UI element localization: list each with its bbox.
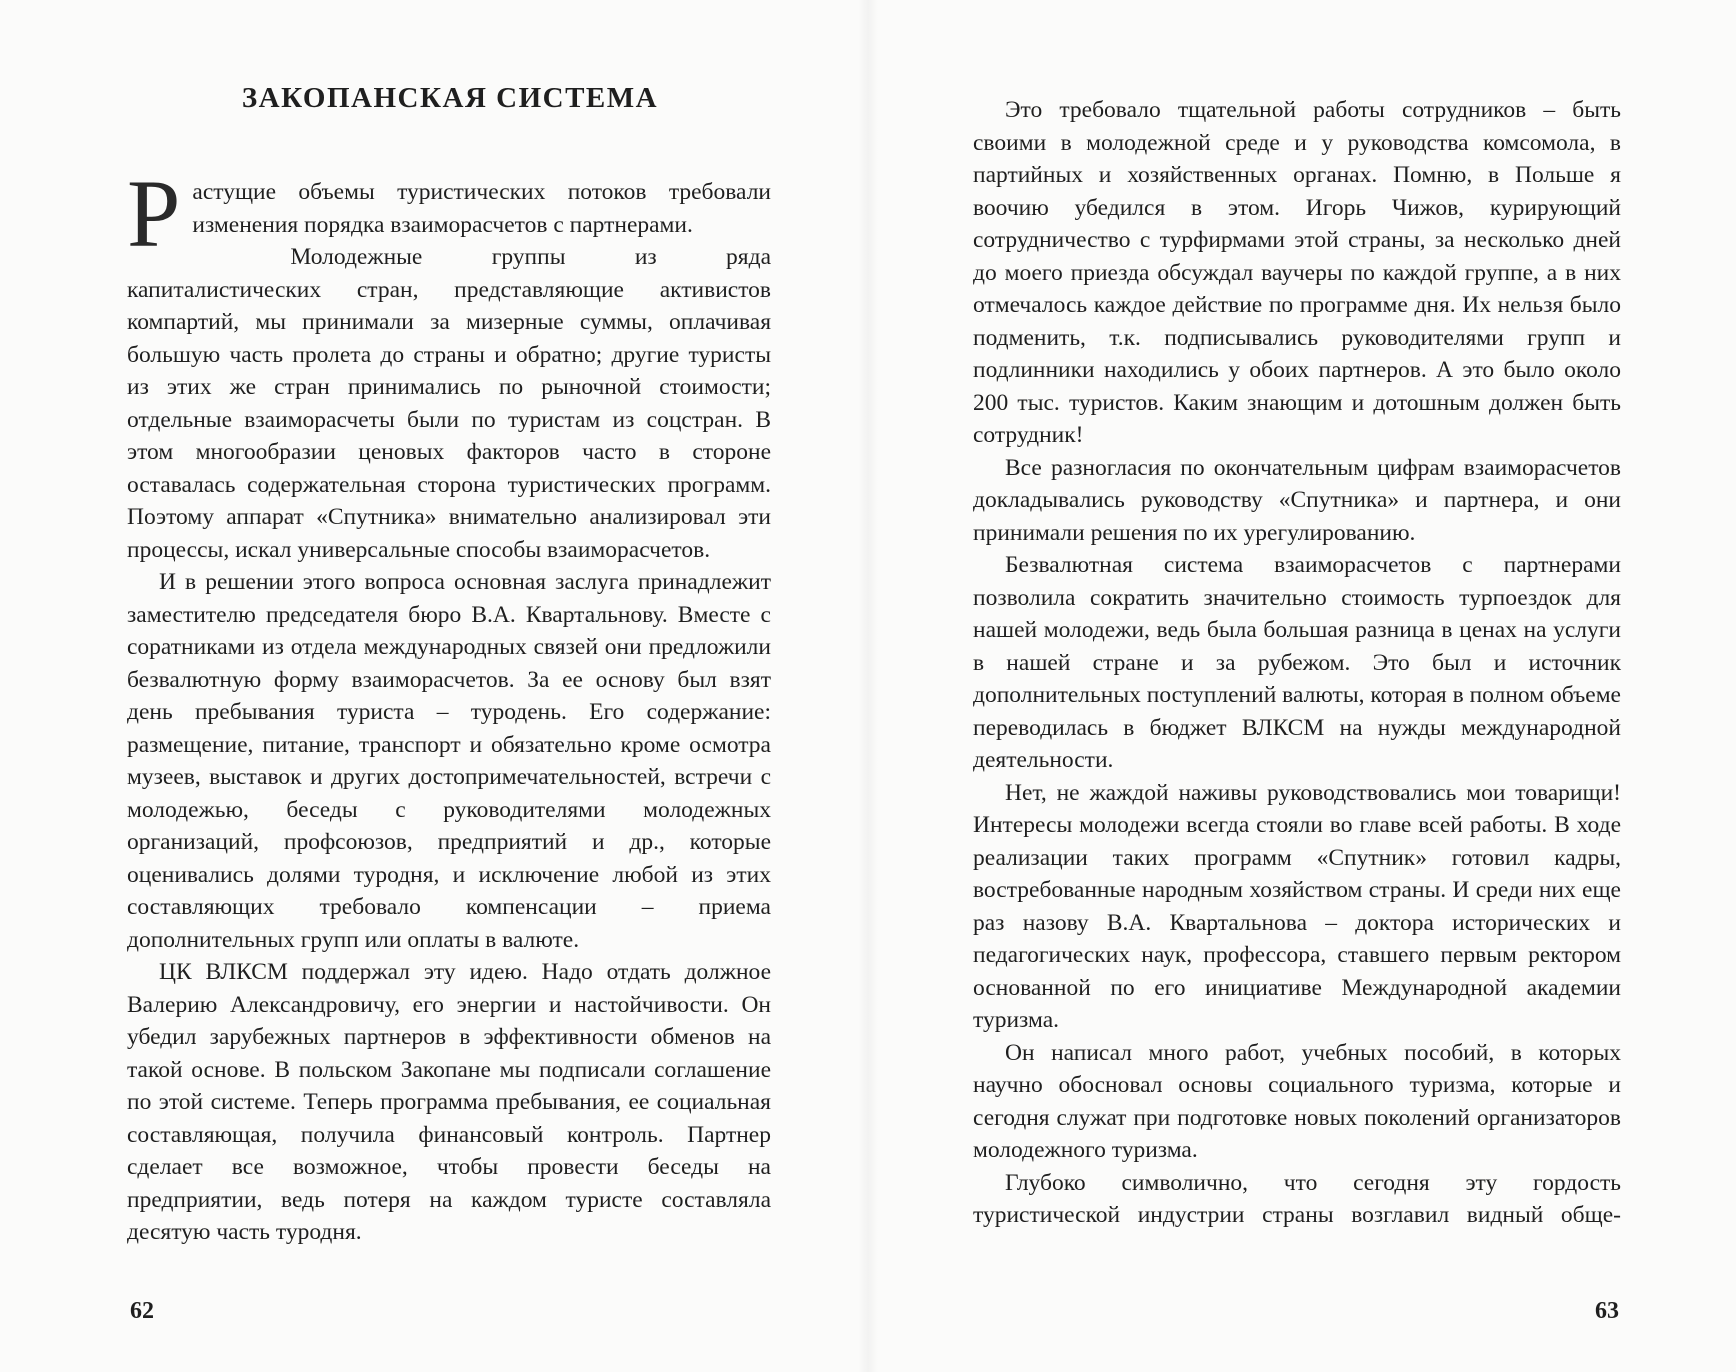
page-number: 62 (130, 1298, 154, 1324)
paragraph: Безвалютная система взаиморасчетов с партнерами позволила сократить значительно стоимость турпоездок для нашей молодежи, ведь была большая разница в ценах на услуги в нашей стране и за рубежом. Это был и источник дополнительных поступлений валюты, которая в полном объеме переводилась в бюджет ВЛКСМ на нужды международной деятельности. (973, 552, 1621, 773)
left-page-text (127, 160, 771, 1249)
right-page-text (973, 94, 1621, 1232)
right-page (868, 0, 1736, 1372)
opening-paragraph-text: астущие объемы туристических потоков требовали изменения порядка взаиморасчетов с партнерами. (192, 179, 771, 238)
chapter-title: ЗАКОПАНСКАЯ СИСТЕМА (241, 82, 659, 114)
opening-paragraph-continuation: Молодежные группы из ряда капиталистических стран, представляющие активистов компартий, мы принимали за мизерные суммы, оплачивая большую часть пролета до страны и обратно; другие туристы из этих же стран принимались по рыночной стоимости; отдельные взаиморасчеты были по туристам из соцстран. В этом многообразии ценовых факторов часто в стороне оставалась содержательная сторона туристических программ. Поэтому аппарат «Спутника» внимательно анализировал эти процессы, искал универсальные способы взаиморасчетов. (127, 244, 771, 563)
paragraph: Он написал много работ, учебных пособий, в которых научно обосновал основы социального туризма, которые и сегодня служат при подготовке новых поколений организаторов молодежного туризма. (973, 1039, 1621, 1163)
drop-cap: Р (127, 160, 181, 267)
paragraph: Это требовало тщательной работы сотрудников – быть своими в молодежной среде и у руководства комсомола, в партийных и хозяйственных органах. Помню, в Польше я воочию убедился в этом. Игорь Чижов, курирующий сотрудничество с турфирмами этой страны, за несколько дней до моего приезда обсуждал ваучеры по каждой группе, а в них отмечалось каждое действие по программе дня. Их нельзя было подменить, т.к. подписывались руководителями групп и подлинники находились у обоих партнеров. А это было около 200 тыс. туристов. Каким знающим и дотошным должен быть сотрудник! (973, 97, 1621, 448)
paragraph: И в решении этого вопроса основная заслуга принадлежит заместителю председателя бюро В.А. Квартальнову. Вместе с соратниками из отдела международных связей они предложили безвалютную форму взаиморасчетов. За ее основу был взят день пребывания туриста – туродень. Его содержание: размещение, питание, транспорт и обязательно кроме осмотра музеев, выставок и других достопримечательностей, встречи с молодежью, беседы с руководителями молодежных организаций, профсоюзов, предприятий и др., которые оценивались долями туродня, и исключение любой из этих составляющих требовало компенсации – приема дополнительных групп или оплаты в валюте. (127, 569, 771, 953)
paragraph: ЦК ВЛКСМ поддержал эту идею. Надо отдать должное Валерию Александровичу, его энергии и настойчивости. Он убедил зарубежных партнеров в эффективности обменов на такой основе. В польском Закопане мы подписали соглашение по этой системе. Теперь программа пребывания, ее социальная составляющая, получила финансовый контроль. Партнер сделает все возможное, чтобы провести беседы на предприятии, ведь потеря на каждом туристе составляла десятую часть туродня. (127, 959, 771, 1245)
opening-paragraph (127, 160, 771, 566)
paragraph: Все разногласия по окончательным цифрам взаиморасчетов докладывались руководству «Спутника» и партнера, и они принимали решения по их урегулированию. (973, 454, 1621, 546)
page-number: 63 (1595, 1298, 1619, 1324)
paragraph: Глубоко символично, что сегодня эту гордость туристической индустрии страны возглавил видный обще- (973, 1169, 1621, 1228)
paragraph: Нет, не жаждой наживы руководствовались мои товарищи! Интересы молодежи всегда стояли во главе всей работы. В ходе реализации таких программ «Спутник» готовил кадры, востребованные народным хозяйством страны. И среди них еще раз назову В.А. Квартальнова – доктора исторических и педагогических наук, профессора, ставшего первым ректором основанной по его инициативе Международной академии туризма. (973, 779, 1621, 1033)
